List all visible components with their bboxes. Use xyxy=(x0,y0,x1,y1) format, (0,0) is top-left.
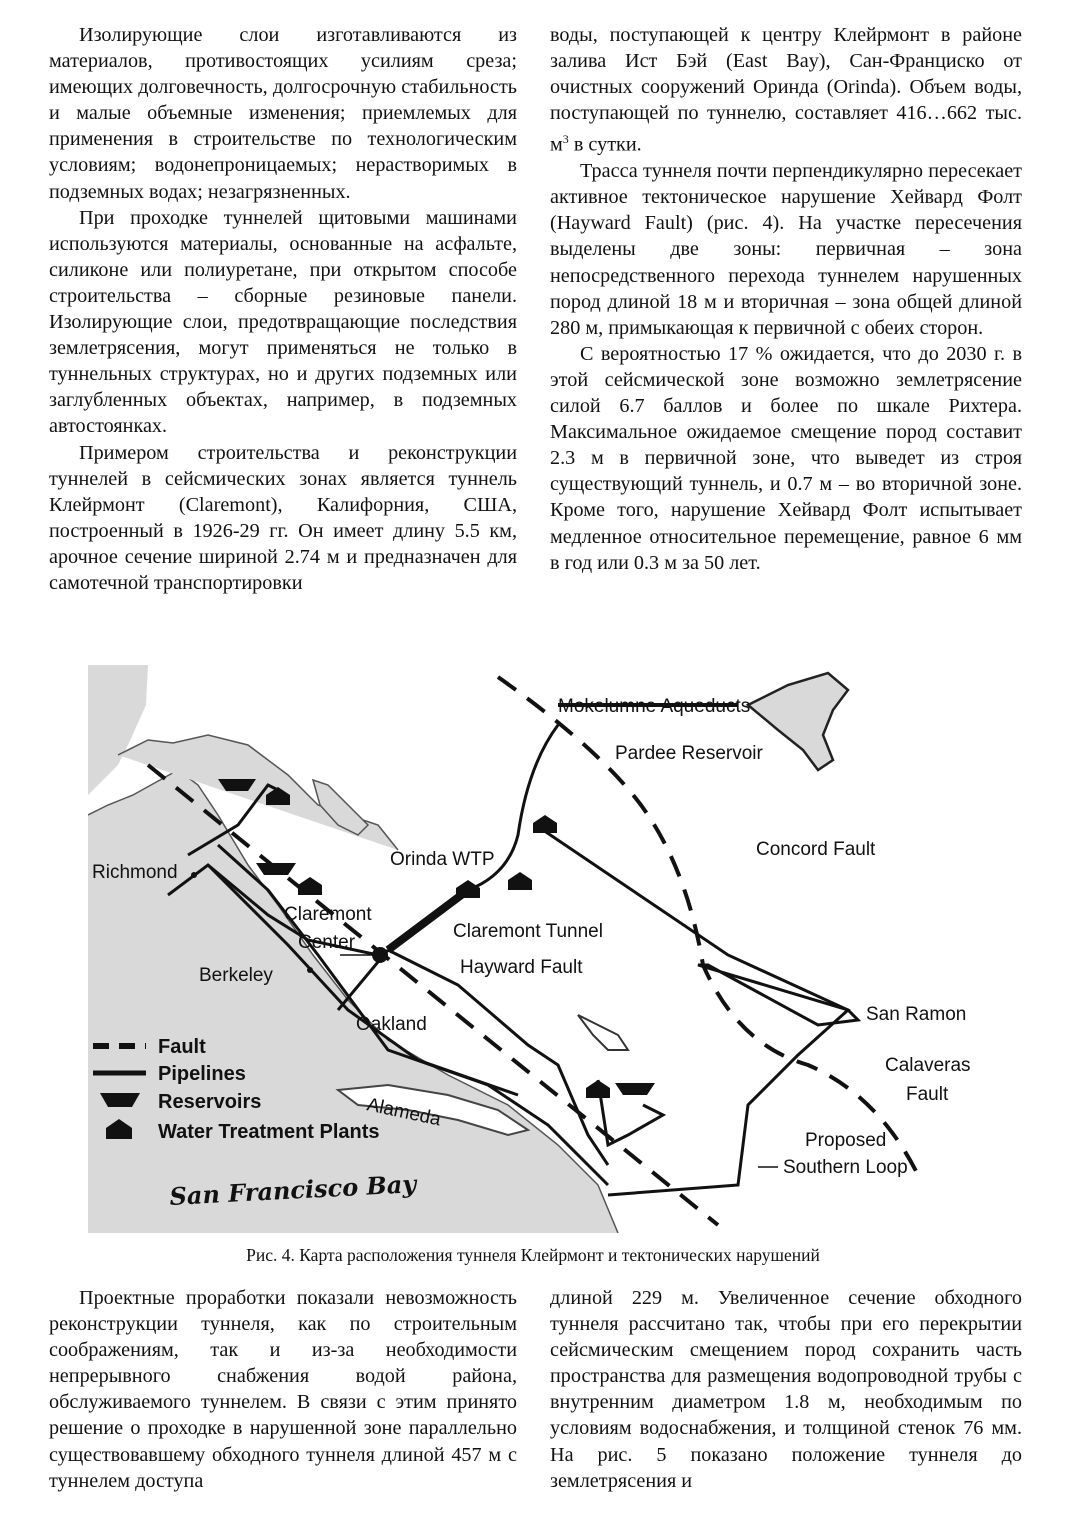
paragraph: Трасса туннеля почти перпендикулярно пересекает активное тектоническое нарушение Хейвард Фолт (Hayward Fault) (рис. 4). На участке пересечения выделены две зоны: первичная – зона непосредственного перехода туннелем нарушенных пород длиной 18 м и вторичная – зона общей длиной 280 м, примыкающая к первичной с обеих сторон. xyxy=(550,160,1022,339)
reservoir-water xyxy=(313,780,368,835)
label-claremont-center-1: Claremont xyxy=(284,904,372,925)
legend-fault-label: Fault xyxy=(158,1036,206,1058)
paragraph: Примером строительства и реконструкции туннелей в сейсмических зонах является туннель Клейрмонт (Claremont), Калифорния, США, построенный в 1926-29 гг. Он имеет длину 5.5 км, арочное сечение шириной 2.74 м и предназначен для самотечной транспортировки xyxy=(49,441,517,594)
label-orinda-wtp: Orinda WTP xyxy=(390,849,495,870)
text-column-top-right xyxy=(550,22,1022,576)
wtp-symbol xyxy=(456,880,480,898)
label-claremont-tunnel: Claremont Tunnel xyxy=(453,921,603,942)
label-richmond: Richmond xyxy=(92,862,178,883)
paragraph: длиной 229 м. Увеличенное сечение обходного туннеля рассчитано так, чтобы при его перекрытии сейсмическим смещением пород сохранить часть пространства для размещения водопроводной трубы с внутренним диаметром 1.8 м, необходимым по условиям водоснабжения, и толщиной стенок 76 мм. На рис. 5 показано положение туннеля до землетрясения и xyxy=(550,1287,1022,1492)
reservoir-symbol xyxy=(615,1083,655,1095)
label-calaveras: Calaveras xyxy=(885,1055,971,1076)
label-san-francisco-bay: San Francisco Bay xyxy=(168,1169,417,1211)
reservoir-symbol xyxy=(256,863,296,875)
pipeline xyxy=(543,830,848,1195)
pipeline xyxy=(698,965,858,1025)
label-san-ramon: San Ramon xyxy=(866,1004,967,1025)
city-dot xyxy=(307,967,313,973)
paragraph: Изолирующие слои изготавливаются из материалов, противостоящих усилиям среза; имеющих долговечность, долгосрочную стабильность и малые объемные изменения; приемлемых для применения в строительстве по технологическим условиям; водонепроницаемых; нерастворимых в подземных водах; незагрязненных. xyxy=(49,24,517,203)
legend-reservoirs-label: Reservoirs xyxy=(158,1091,262,1113)
text-column-bottom-left xyxy=(49,1285,517,1494)
label-pardee-reservoir: Pardee Reservoir xyxy=(615,743,763,764)
label-alameda: Alameda xyxy=(364,1094,443,1131)
text-column-bottom-right xyxy=(550,1285,1022,1494)
claremont-center-dot xyxy=(372,947,388,963)
paragraph: Проектные проработки показали невозможность реконструкции туннеля, как по строительным соображениям, так и из-за необходимости непрерывного снабжения водой района, обслуживаемого туннелем. В связи с этим принято решение о проходке в нарушенной зоне параллельно существовавшему обходного туннеля длиной 457 м с туннелем доступа xyxy=(49,1287,517,1492)
map-figure xyxy=(88,665,978,1233)
label-calaveras-fault: Fault xyxy=(906,1084,949,1105)
label-hayward-fault: Hayward Fault xyxy=(460,957,583,978)
small-lake xyxy=(578,1015,628,1050)
label-mokelumne-aqueducts: Mokelumne Aqueducts xyxy=(558,696,751,717)
label-claremont-center-2: Center xyxy=(298,932,356,953)
label-berkeley: Berkeley xyxy=(199,965,273,986)
label-proposed: Proposed xyxy=(805,1130,887,1151)
paragraph-text: в сутки. xyxy=(568,134,642,157)
pardee-reservoir-shape xyxy=(748,673,848,770)
map-svg xyxy=(88,665,978,1233)
text-column-top-left xyxy=(49,22,517,596)
paragraph xyxy=(550,22,1022,158)
superscript: 3 xyxy=(562,132,569,147)
legend-wtp-label: Water Treatment Plants xyxy=(158,1121,380,1143)
figure-caption: Рис. 4. Карта расположения туннеля Клейрмонт и тектонических нарушений xyxy=(246,1245,820,1265)
label-southern-loop: Southern Loop xyxy=(783,1157,908,1178)
legend-pipelines-label: Pipelines xyxy=(158,1063,246,1085)
paragraph: При проходке туннелей щитовыми машинами используются материалы, основанные на асфальте, силиконе или полиуретане, при открытом способе строительства – сборные резиновые панели. Изолирующие слои, предотвращающие последствия землетрясения, могут применяться не только в туннельных структурах, но и других подземных или заглубленных объектах, например, в подземных автостоянках. xyxy=(49,206,517,438)
wtp-symbol xyxy=(586,1080,610,1098)
paragraph-text: воды, поступающей к центру Клейрмонт в районе залива Ист Бэй (East Bay), Сан-Франциско от очистных сооружений Оринда (Orinda). Объем воды, поступающей по туннелю, составляет 416…662 тыс. м xyxy=(550,24,1022,157)
label-oakland: Oakland xyxy=(356,1014,427,1035)
wtp-symbol xyxy=(533,815,557,833)
paragraph: С вероятностью 17 % ожидается, что до 2030 г. в этой сейсмической зоне возможно землетрясение силой 6.7 баллов и более по шкале Рихтера. Максимальное ожидаемое смещение пород составит 2.3 м в первичной зоне, что выведет из строя существующий туннель, и 0.7 м – во вторичной зоне. Кроме того, нарушение Хейвард Фолт испытывает медленное относительное перемещение, равное 6 мм в год или 0.3 м за 50 лет. xyxy=(550,342,1022,574)
wtp-symbol xyxy=(298,877,322,895)
wtp-symbol xyxy=(508,872,532,890)
label-concord-fault: Concord Fault xyxy=(756,839,876,860)
city-dot xyxy=(191,872,197,878)
